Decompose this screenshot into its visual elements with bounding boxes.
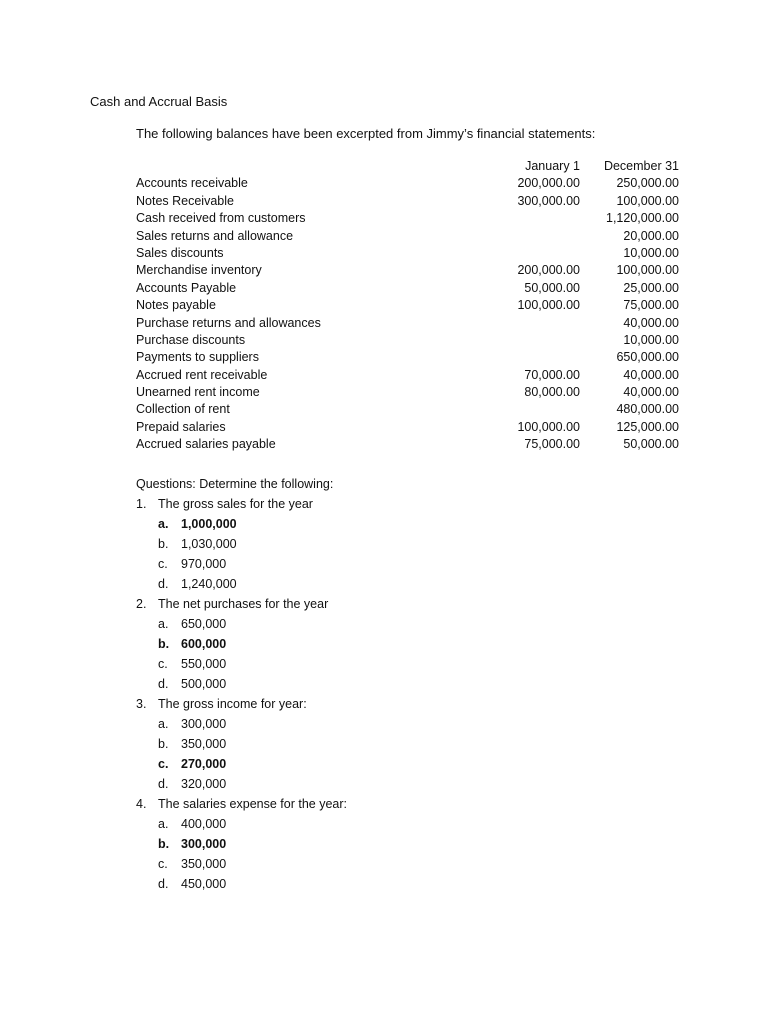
row-december-value: 125,000.00 xyxy=(616,419,679,434)
option-letter: c. xyxy=(158,557,168,571)
questions-heading: Questions: Determine the following: xyxy=(136,477,334,491)
option-letter: d. xyxy=(158,577,169,591)
row-label: Accrued salaries payable xyxy=(136,437,276,452)
row-label: Prepaid salaries xyxy=(136,419,226,434)
row-january-value: 300,000.00 xyxy=(517,193,580,208)
question-text: The gross income for year: xyxy=(158,697,307,711)
header-january-1: January 1 xyxy=(525,159,580,173)
table-header-row xyxy=(136,158,684,175)
question-text: The gross sales for the year xyxy=(158,497,313,511)
option-value: 1,030,000 xyxy=(181,537,237,551)
option-value: 350,000 xyxy=(181,737,227,751)
row-label: Sales discounts xyxy=(136,245,224,260)
option-letter: a. xyxy=(158,517,169,531)
option-value: 300,000 xyxy=(181,837,227,851)
row-january-value: 70,000.00 xyxy=(524,367,580,382)
row-december-value: 40,000.00 xyxy=(623,367,679,382)
question-item xyxy=(136,694,536,714)
row-label: Notes Receivable xyxy=(136,193,234,208)
question-number: 3. xyxy=(136,697,147,711)
table-row xyxy=(136,175,684,192)
answer-option xyxy=(136,574,536,594)
row-label: Sales returns and allowance xyxy=(136,228,294,243)
table-row xyxy=(136,401,684,418)
option-letter: a. xyxy=(158,817,169,831)
question-item xyxy=(136,794,536,814)
option-letter: b. xyxy=(158,837,170,851)
table-row xyxy=(136,315,684,332)
row-label: Purchase returns and allowances xyxy=(136,315,321,330)
document-title: Cash and Accrual Basis xyxy=(90,94,228,109)
option-letter: c. xyxy=(158,857,168,871)
table-row xyxy=(136,228,684,245)
table-row xyxy=(136,210,684,227)
option-letter: a. xyxy=(158,717,169,731)
row-december-value: 50,000.00 xyxy=(623,437,679,452)
option-value: 270,000 xyxy=(181,757,227,771)
answer-option xyxy=(136,554,536,574)
option-value: 320,000 xyxy=(181,777,227,791)
row-label: Payments to suppliers xyxy=(136,350,259,365)
option-value: 300,000 xyxy=(181,717,227,731)
row-december-value: 250,000.00 xyxy=(616,176,679,191)
table-row xyxy=(136,419,684,436)
option-value: 350,000 xyxy=(181,857,227,871)
answer-option xyxy=(136,854,536,874)
table-row xyxy=(136,384,684,401)
option-letter: a. xyxy=(158,617,169,631)
question-number: 1. xyxy=(136,497,147,511)
row-january-value: 100,000.00 xyxy=(517,298,580,313)
answer-option xyxy=(136,814,536,834)
question-number: 2. xyxy=(136,597,147,611)
row-label: Cash received from customers xyxy=(136,211,306,226)
option-value: 600,000 xyxy=(181,637,227,651)
table-body xyxy=(136,175,684,453)
answer-option xyxy=(136,874,536,894)
row-december-value: 75,000.00 xyxy=(623,298,679,313)
row-label: Accrued rent receivable xyxy=(136,367,268,382)
row-january-value: 200,000.00 xyxy=(517,176,580,191)
option-value: 970,000 xyxy=(181,557,227,571)
option-letter: d. xyxy=(158,877,169,891)
option-value: 550,000 xyxy=(181,657,227,671)
answer-option xyxy=(136,614,536,634)
table-row xyxy=(136,332,684,349)
questions-section xyxy=(136,474,536,894)
question-number: 4. xyxy=(136,797,147,811)
answer-option xyxy=(136,714,536,734)
option-value: 450,000 xyxy=(181,877,227,891)
option-letter: d. xyxy=(158,777,169,791)
row-label: Unearned rent income xyxy=(136,385,260,400)
row-january-value: 100,000.00 xyxy=(517,419,580,434)
table-row xyxy=(136,262,684,279)
row-january-value: 75,000.00 xyxy=(524,437,580,452)
answer-option xyxy=(136,774,536,794)
answer-option xyxy=(136,514,536,534)
row-label: Notes payable xyxy=(136,298,216,313)
answer-option xyxy=(136,754,536,774)
table-row xyxy=(136,245,684,262)
header-december-31: December 31 xyxy=(603,159,679,173)
question-item xyxy=(136,494,536,514)
table-row xyxy=(136,349,684,366)
row-january-value: 80,000.00 xyxy=(524,385,580,400)
row-january-value: 50,000.00 xyxy=(524,280,580,295)
row-december-value: 10,000.00 xyxy=(623,245,679,260)
table-row xyxy=(136,436,684,453)
question-text: The net purchases for the year xyxy=(158,597,329,611)
row-december-value: 480,000.00 xyxy=(616,402,679,417)
option-letter: b. xyxy=(158,637,170,651)
answer-option xyxy=(136,734,536,754)
option-value: 1,000,000 xyxy=(181,517,237,531)
question-text: The salaries expense for the year: xyxy=(158,797,347,811)
table-row xyxy=(136,367,684,384)
table-row xyxy=(136,280,684,297)
answer-option xyxy=(136,534,536,554)
answer-option xyxy=(136,834,536,854)
row-december-value: 10,000.00 xyxy=(623,332,679,347)
option-letter: c. xyxy=(158,657,168,671)
row-label: Accounts Payable xyxy=(136,280,237,295)
answer-option xyxy=(136,674,536,694)
row-january-value: 200,000.00 xyxy=(517,263,580,278)
option-letter: b. xyxy=(158,737,169,751)
answer-option xyxy=(136,654,536,674)
option-value: 1,240,000 xyxy=(181,577,237,591)
row-december-value: 100,000.00 xyxy=(616,193,679,208)
table-row xyxy=(136,297,684,314)
row-december-value: 40,000.00 xyxy=(623,385,679,400)
row-label: Collection of rent xyxy=(136,402,230,417)
option-value: 500,000 xyxy=(181,677,227,691)
intro-text: The following balances have been excerpted from Jimmy’s financial statements: xyxy=(136,126,596,141)
option-value: 650,000 xyxy=(181,617,227,631)
row-december-value: 100,000.00 xyxy=(616,263,679,278)
option-letter: c. xyxy=(158,757,169,771)
row-december-value: 1,120,000.00 xyxy=(606,211,679,226)
row-december-value: 40,000.00 xyxy=(623,315,679,330)
answer-option xyxy=(136,634,536,654)
option-value: 400,000 xyxy=(181,817,227,831)
question-list xyxy=(136,494,536,894)
row-label: Merchandise inventory xyxy=(136,263,262,278)
row-label: Accounts receivable xyxy=(136,176,248,191)
row-december-value: 25,000.00 xyxy=(623,280,679,295)
question-item xyxy=(136,594,536,614)
row-december-value: 20,000.00 xyxy=(623,228,679,243)
table-row xyxy=(136,193,684,210)
option-letter: d. xyxy=(158,677,169,691)
row-december-value: 650,000.00 xyxy=(616,350,679,365)
option-letter: b. xyxy=(158,537,169,551)
row-label: Purchase discounts xyxy=(136,332,246,347)
balances-table xyxy=(136,158,684,454)
